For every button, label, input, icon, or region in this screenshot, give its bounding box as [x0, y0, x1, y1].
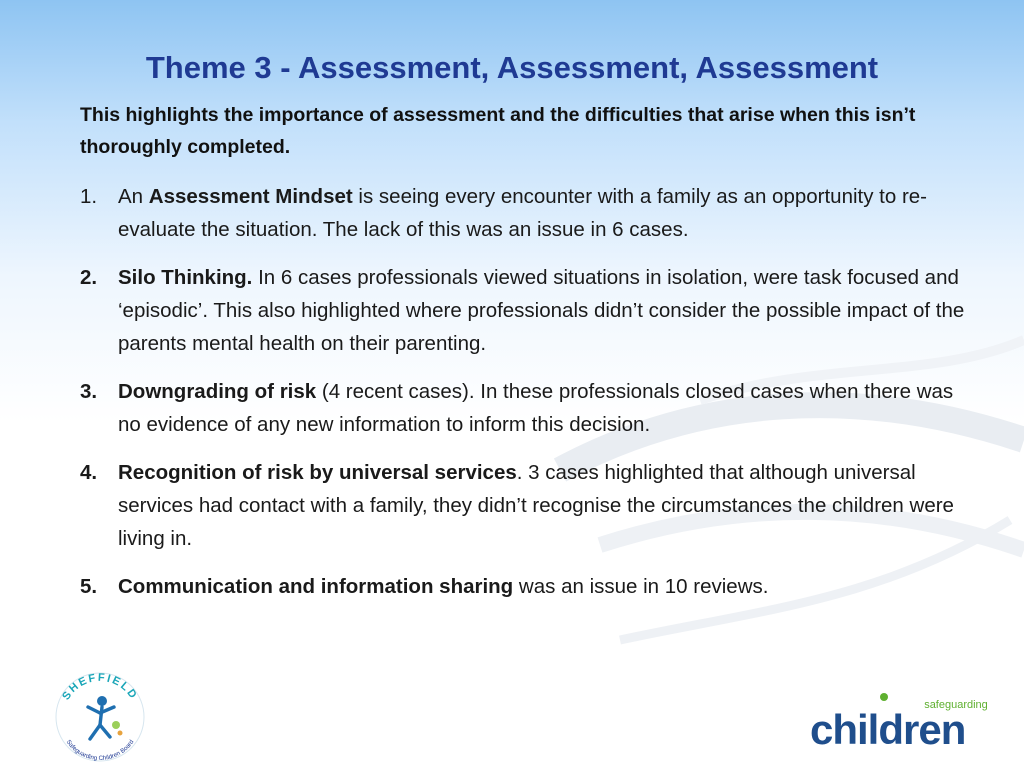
- point-text: is seeing every encounter with a family as an opportunity to re-evaluate the situation. The lack of this was an issue in 6 cases.: [118, 185, 928, 241]
- point-prefix: An: [118, 185, 149, 208]
- point-lead: Downgrading of risk: [118, 380, 317, 403]
- intro-text: This highlights the importance of assessment and the difficulties that arise when this isn’t thoroughly completed.: [80, 104, 916, 158]
- point-1: [80, 180, 965, 246]
- point-text: (4 recent cases). In these professionals closed cases when there was no evidence of any new information to inform this decision.: [118, 380, 954, 436]
- point-lead: Communication and information sharing: [118, 575, 514, 598]
- children-logo-tagline: safeguarding: [924, 699, 988, 711]
- sheffield-logo-subtitle: Safeguarding Children Board: [64, 738, 136, 763]
- point-number: 2.: [80, 266, 98, 289]
- point-3: [80, 375, 965, 441]
- point-text: . 3 cases highlighted that although universal services had contact with a family, they didn’t recognise the circumstances the children were living in.: [118, 461, 954, 550]
- point-lead: Assessment Mindset: [148, 185, 353, 208]
- point-4: [80, 456, 965, 555]
- point-lead: Recognition of risk by universal services: [118, 461, 517, 484]
- point-number: 5.: [80, 575, 98, 598]
- point-text: was an issue in 10 reviews.: [513, 575, 769, 598]
- sheffield-safeguarding-logo: [50, 665, 150, 765]
- safeguarding-children-logo: [806, 686, 996, 754]
- point-5: [80, 570, 965, 603]
- slide-title: Theme 3 - Assessment, Assessment, Assessment: [145, 50, 879, 85]
- point-number: 1.: [80, 185, 98, 208]
- point-2: [80, 261, 965, 360]
- point-lead: Silo Thinking.: [118, 266, 253, 289]
- children-logo-word: children: [810, 706, 966, 753]
- sheffield-logo-name: SHEFFIELD: [60, 671, 140, 703]
- point-text: In 6 cases professionals viewed situations in isolation, were task focused and ‘episodic’. This also highlighted where professionals didn’t consider the possible impact of the parents mental health on their parenting.: [118, 266, 965, 355]
- children-logo-dot-icon: [880, 693, 888, 701]
- point-number: 3.: [80, 380, 98, 403]
- theme-points-list: [80, 180, 965, 618]
- point-number: 4.: [80, 461, 98, 484]
